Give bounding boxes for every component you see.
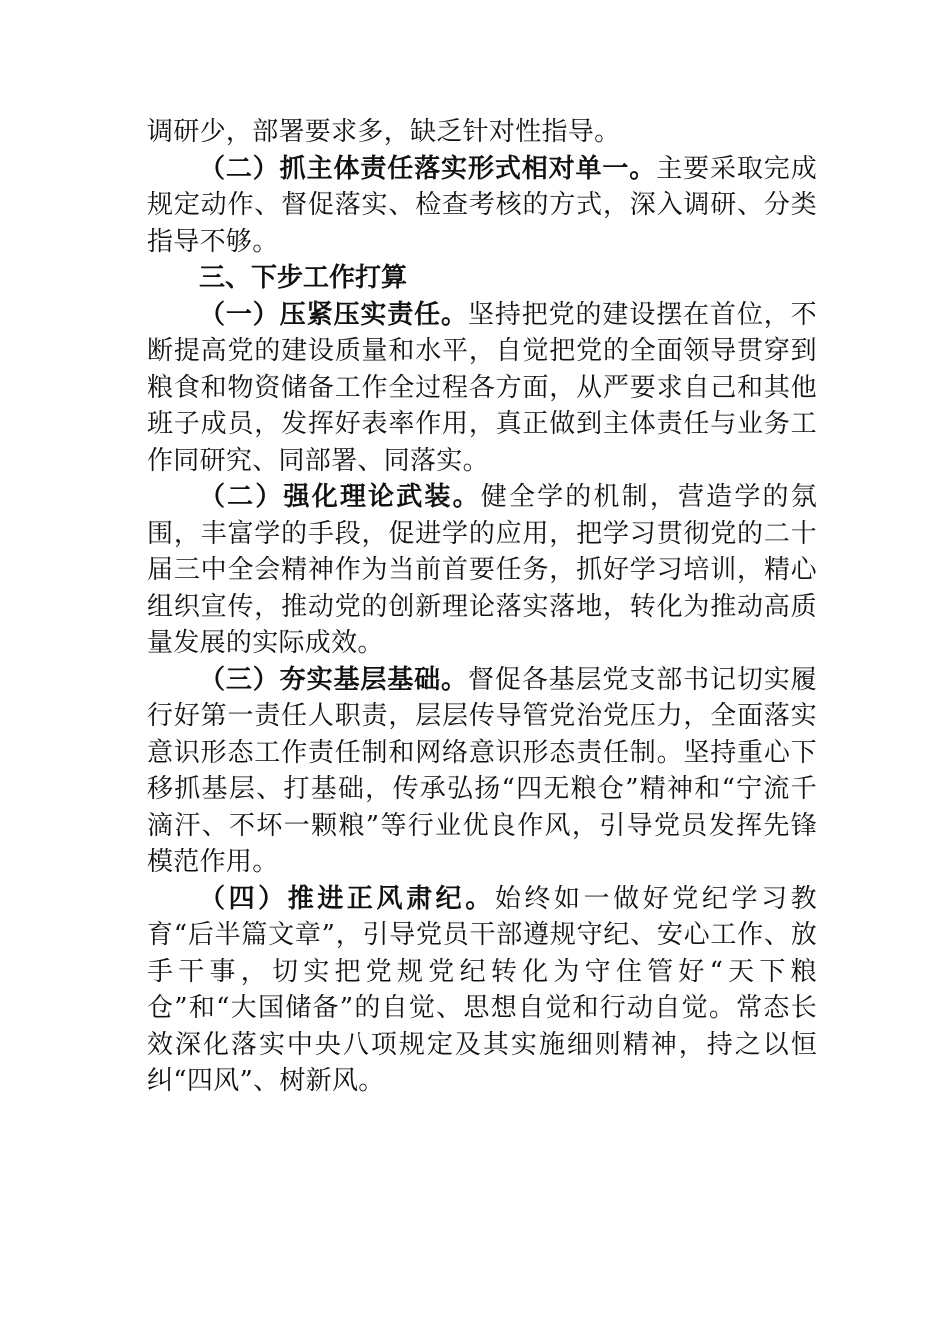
paragraph-plan-2 <box>147 479 817 662</box>
document-body <box>147 114 817 1100</box>
paragraph-text: 坚持把党的建设摆在首位，不断提高党的建设质量和水平，自觉把党的全面领导贯穿到粮食和物资储备工作全过程各方面，从严要求自己和其他班子成员，发挥好表率作用，真正做到主体责任与业务工作同研究、同部署、同落实。 <box>147 299 817 476</box>
paragraph-lead: （四）推进正风肃纪。 <box>199 883 495 914</box>
paragraph-text: 健全学的机制，营造学的氛围，丰富学的手段，促进学的应用，把学习贯彻党的二十届三中全会精神作为当前首要任务，抓好学习培训，精心组织宣传，推动党的创新理论落实落地，转化为推动高质量发展的实际成效。 <box>147 482 817 658</box>
paragraph-plan-1 <box>147 297 817 480</box>
paragraph-plan-4 <box>147 881 817 1100</box>
paragraph-text: 督促各基层党支部书记切实履行好第一责任人职责，层层传导管党治党压力，全面落实意识形态工作责任制和网络意识形态责任制。坚持重心下移抓基层、打基础，传承弘扬“四无粮仓”精神和“宁流千滴汗、不坏一颗粮”等行业优良作风，引导党员发挥先锋模范作用。 <box>147 664 817 877</box>
paragraph-continuation <box>147 114 817 151</box>
paragraph-text: 主要采取完成规定动作、督促落实、检查考核的方式，深入调研、分类指导不够。 <box>147 153 817 257</box>
paragraph-issue-2 <box>147 151 817 261</box>
paragraph-lead: （二）强化理论武装。 <box>199 482 481 512</box>
paragraph-lead: （二）抓主体责任落实形式相对单一。 <box>199 153 657 184</box>
section-heading: 三、下步工作打算 <box>199 263 408 293</box>
paragraph-text: 调研少，部署要求多，缺乏针对性指导。 <box>147 117 621 147</box>
paragraph-text: 始终如一做好党纪学习教育“后半篇文章”，引导党员干部遵规守纪、安心工作、放手干事，切实把党规党纪转化为守住管好“天下粮仓”和“大国储备”的自觉、思想自觉和行动自觉。常态长效深化落实中央八项规定及其实施细则精神，持之以恒纠“四风”、树新风。 <box>147 883 817 1096</box>
paragraph-lead: （一）压紧压实责任。 <box>199 299 468 330</box>
paragraph-lead: （三）夯实基层基础。 <box>199 664 468 695</box>
paragraph-plan-3 <box>147 662 817 881</box>
